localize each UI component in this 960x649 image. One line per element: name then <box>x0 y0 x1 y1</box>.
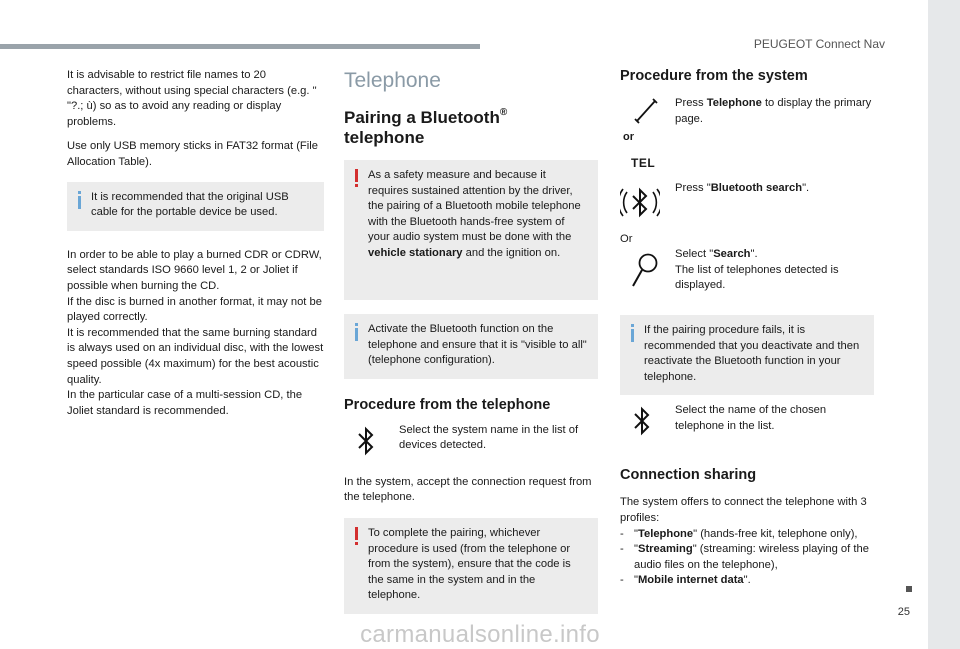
header-brand: PEUGEOT Connect Nav <box>753 37 885 51</box>
cd-line-2: If the disc is burned in another format, it may not be played correctly. <box>67 295 322 324</box>
step-text-c: ". <box>802 182 810 194</box>
search-icon <box>630 251 660 291</box>
profile-list <box>620 527 874 589</box>
info-text: If the pairing procedure fails, it is recommended that you deactivate and then reactivate the Bluetooth function in your telephone. <box>644 324 860 383</box>
or-label: or <box>623 131 634 143</box>
step-select-system <box>344 423 598 463</box>
paragraph-fat32: Use only USB memory sticks in FAT32 format (File Allocation Table). <box>67 140 318 168</box>
list-item <box>620 527 874 543</box>
bluetooth-icon <box>628 403 656 443</box>
registered-mark: ® <box>499 107 508 118</box>
list-dash: - <box>620 543 624 556</box>
info-text: It is recommended that the original USB cable for the portable device be used. <box>91 190 289 219</box>
profile-name: Mobile internet data <box>637 574 744 587</box>
quote: " <box>634 543 638 556</box>
warning-box-safety <box>344 160 598 300</box>
profile-desc: " (hands-free kit, telephone only), <box>693 527 858 540</box>
warning-text-c: and the ignition on. <box>462 246 561 259</box>
section-title: Telephone <box>344 69 441 92</box>
step-bluetooth-search <box>620 181 874 233</box>
top-rule <box>0 44 480 49</box>
step-press-telephone <box>620 96 874 182</box>
info-text: Activate the Bluetooth function on the telephone and ensure that it is "visible to all" (telephone configuration). <box>368 323 587 367</box>
info-box-usb <box>67 182 324 231</box>
cd-line-4: In the particular case of a multi-session CD, the Joliet standard is recommended. <box>67 389 303 417</box>
step-text-bold: Search <box>713 248 751 260</box>
warning-text-bold: vehicle stationary <box>368 246 463 259</box>
paragraph-filenames: It is advisable to restrict file names to 20 characters, without using special characters (e.g. " "?.; ù) so as to avoid any reading or display problems. <box>67 69 317 128</box>
phone-handset-icon <box>634 98 658 124</box>
column-right <box>620 68 874 589</box>
quote: " <box>634 527 638 540</box>
step-text-bold: Telephone <box>706 97 762 109</box>
step-text-d: The list of telephones detected is displayed. <box>675 263 839 292</box>
sharing-intro: The system offers to connect the telephone with 3 profiles: <box>620 496 867 524</box>
pairing-title-text-2: telephone <box>344 128 425 147</box>
warning-icon <box>352 527 360 545</box>
warning-icon <box>352 169 360 187</box>
bluetooth-icon <box>352 423 380 463</box>
column-left <box>67 68 324 428</box>
step-text: Select the name of the chosen telephone in the list. <box>675 404 827 432</box>
column-middle <box>344 68 598 628</box>
warning-text-a: As a safety measure and because it requires sustained attention by the driver, the pairing of a Bluetooth mobile telephone with the Bluetooth hands-free system of your audio system must be done with the <box>368 169 581 244</box>
bluetooth-search-icon <box>620 181 660 223</box>
step-select-phone <box>620 403 874 447</box>
step-text-a: Select " <box>675 248 714 260</box>
pairing-title-text: Pairing a Bluetooth <box>344 108 500 127</box>
tel-label: TEL <box>631 156 656 170</box>
warning-box-code <box>344 518 598 614</box>
info-icon <box>352 323 360 341</box>
procedure-phone-title: Procedure from the telephone <box>344 396 551 413</box>
page-number: 25 <box>897 606 910 618</box>
step-text-c: to display the primary page. <box>675 97 872 125</box>
cd-line-3: It is recommended that the same burning standard is always used on an individual disc, with the lowest speed possible (4x maximum) for the best acoustic quality. <box>67 326 324 386</box>
list-item <box>620 573 874 589</box>
info-icon <box>628 324 636 342</box>
profile-desc: " (streaming: wireless playing of the audio files on the telephone), <box>634 543 869 571</box>
continue-marker <box>906 586 912 592</box>
step-text-bold: Bluetooth search <box>710 182 803 194</box>
connection-sharing-title: Connection sharing <box>620 467 757 484</box>
step-text-a: Press " <box>675 182 711 194</box>
procedure-system-title: Procedure from the system <box>620 68 808 84</box>
cd-line-1: In order to be able to play a burned CDR or CDRW, select standards ISO 9660 level 1, 2 or Joliet if possible when burning the CD. <box>67 248 322 292</box>
list-dash: - <box>620 574 624 587</box>
info-box-visible <box>344 314 598 379</box>
profile-desc: ". <box>743 574 751 587</box>
list-dash: - <box>620 527 624 540</box>
or-separator: Or <box>620 233 633 245</box>
list-item <box>620 542 874 573</box>
step-text: Select the system name in the list of devices detected. <box>399 423 579 452</box>
warning-text: To complete the pairing, whichever procedure is used (from the telephone or from the system), ensure that the code is the same in the system and in the telephone. <box>368 526 571 602</box>
step-text-a: Press <box>675 97 707 109</box>
step-search <box>620 247 874 315</box>
quote: " <box>634 574 638 587</box>
side-strip <box>928 0 960 649</box>
pairing-title <box>344 103 598 148</box>
info-box-retry <box>620 315 874 395</box>
paragraph-accept: In the system, accept the connection request from the telephone. <box>344 475 592 504</box>
paragraph-cd <box>67 248 324 420</box>
watermark: carmanualsonline.info <box>360 621 600 648</box>
profile-name: Streaming <box>637 543 693 556</box>
step-text-c: ". <box>750 248 758 260</box>
info-icon <box>75 191 83 209</box>
profile-name: Telephone <box>637 527 694 540</box>
